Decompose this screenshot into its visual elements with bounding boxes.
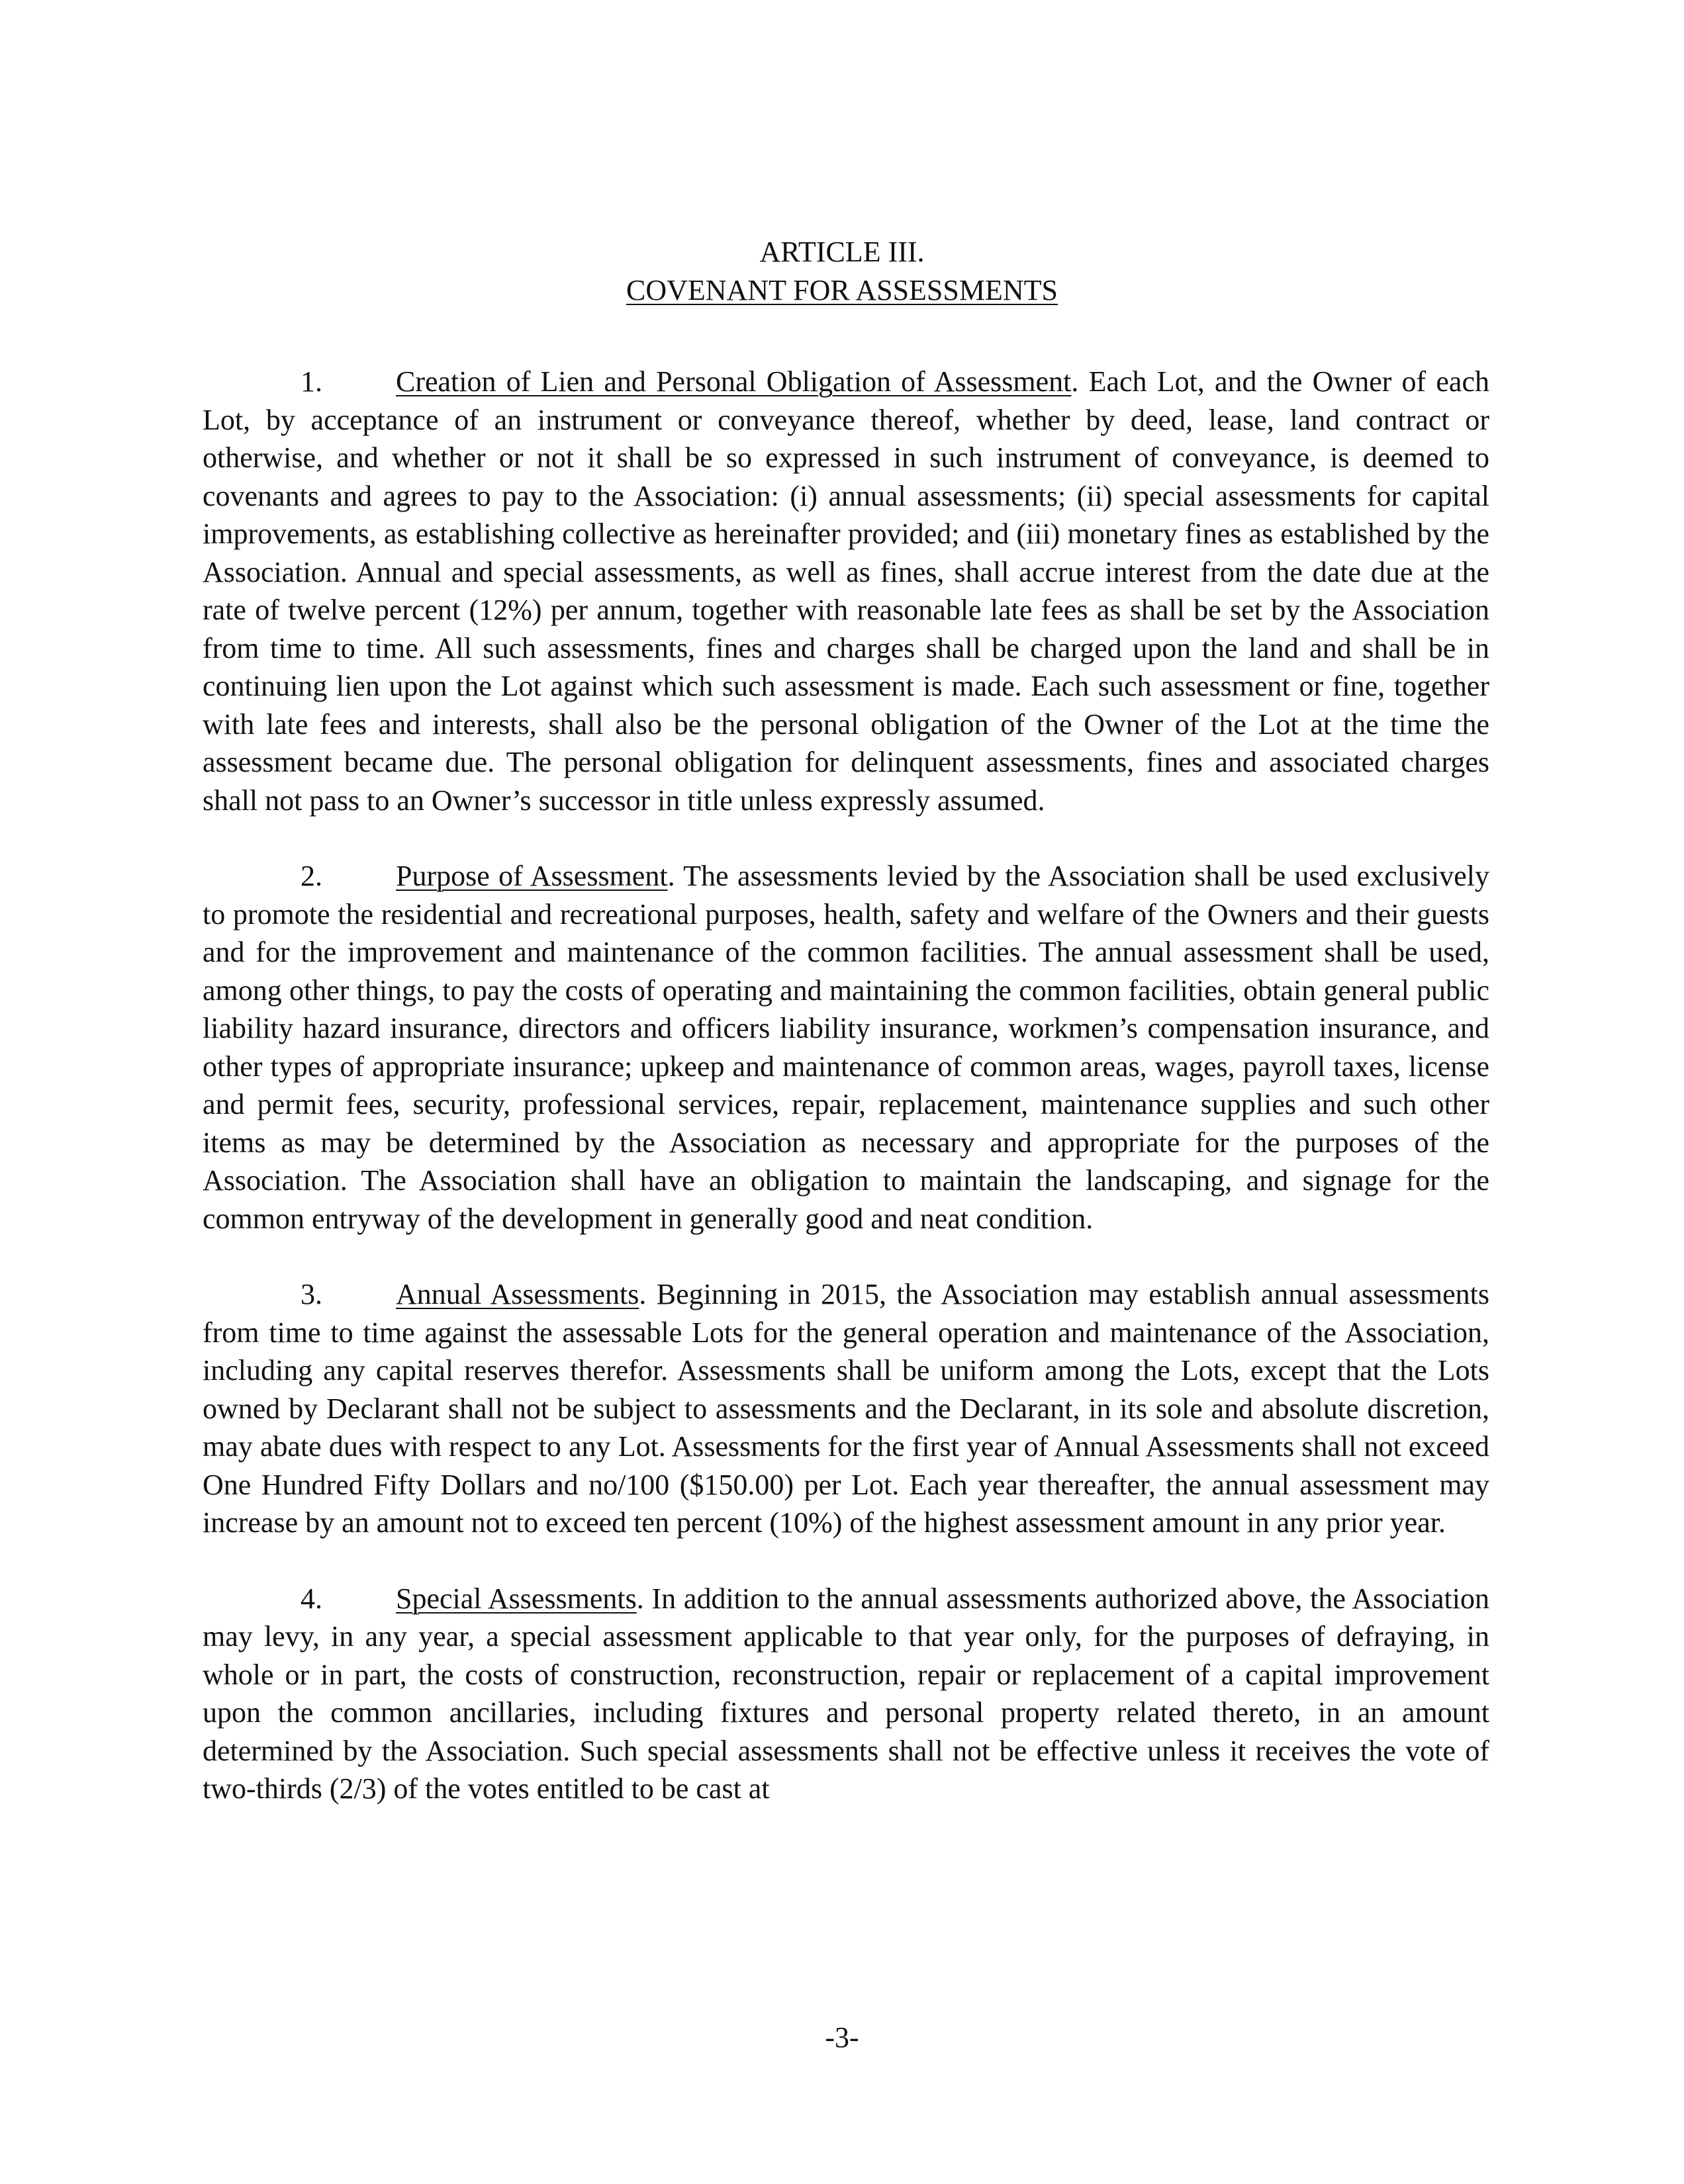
section-number: 2. (301, 860, 322, 892)
article-title: COVENANT FOR ASSESSMENTS (626, 274, 1058, 306)
section-4 (203, 1580, 1489, 1808)
section-text: . Each Lot, and the Owner of each Lot, by acceptance of an instrument or conveyance thereof, whether by deed, lease, land contract or otherwise, and whether or not it shall be so expressed in such instrument of conveyance, is deemed to covenants and agrees to pay to the Association: (i) annual assessments; (ii) special assessments for capital improvements, as establishing collective as hereinafter provided; and (iii) monetary fines as established by the Association. Annual and special assessments, as well as fines, shall accrue interest from the date due at the rate of twelve percent (12%) per annum, together with reasonable late fees as shall be set by the Association from time to time. All such assessments, fines and charges shall be charged upon the land and shall be in continuing lien upon the Lot against which such assessment is made. Each such assessment or fine, together with late fees and interests, shall also be the personal obligation of the Owner of the Lot at the time the assessment became due. The personal obligation for delinquent assessments, fines and associated charges shall not pass to an Owner’s successor in title unless expressly assumed. (203, 365, 1489, 817)
section-number: 3. (301, 1278, 322, 1310)
section-text: . In addition to the annual assessments authorized above, the Association may levy, in any year, a special assessment applicable to that year only, for the purposes of defraying, in whole or in part, the costs of construction, reconstruction, repair or replacement of a capital improvement upon the common ancillaries, including fixtures and personal property related thereto, in an amount determined by the Association. Such special assessments shall not be effective unless it receives the vote of two-thirds (2/3) of the votes entitled to be cast at (203, 1582, 1489, 1805)
document-body (203, 363, 1489, 1846)
section-2 (203, 857, 1489, 1238)
section-heading: Special Assessments (396, 1582, 637, 1615)
section-1 (203, 363, 1489, 819)
section-heading: Creation of Lien and Personal Obligation of Assessment (396, 365, 1072, 398)
section-number: 1. (301, 365, 322, 398)
section-text: . The assessments levied by the Association shall be used exclusively to promote the residential and recreational purposes, health, safety and welfare of the Owners and their guests and for the improvement and maintenance of the common facilities. The annual assessment shall be used, among other things, to pay the costs of operating and maintaining the common facilities, obtain general public liability hazard insurance, directors and officers liability insurance, workmen’s compensation insurance, and other types of appropriate insurance; upkeep and maintenance of common areas, wages, payroll taxes, license and permit fees, security, professional services, repair, replacement, maintenance supplies and such other items as may be determined by the Association as necessary and appropriate for the purposes of the Association. The Association shall have an obligation to maintain the landscaping, and signage for the common entryway of the development in generally good and neat condition. (203, 860, 1489, 1235)
section-heading: Annual Assessments (396, 1278, 639, 1310)
page-number: -3- (825, 2021, 859, 2054)
section-text: . Beginning in 2015, the Association may establish annual assessments from time to time against the assessable Lots for the general operation and maintenance of the Association, including any capital reserves therefor. Assessments shall be uniform among the Lots, except that the Lots owned by Declarant shall not be subject to assessments and the Declarant, in its sole and absolute discretion, may abate dues with respect to any Lot. Assessments for the first year of Annual Assessments shall not exceed One Hundred Fifty Dollars and no/100 ($150.00) per Lot. Each year thereafter, the annual assessment may increase by an amount not to exceed ten percent (10%) of the highest assessment amount in any prior year. (203, 1278, 1489, 1539)
section-heading: Purpose of Assessment (396, 860, 668, 892)
section-number: 4. (301, 1582, 322, 1615)
article-heading (0, 233, 1684, 310)
section-3 (203, 1275, 1489, 1542)
article-number: ARTICLE III. (759, 236, 925, 268)
